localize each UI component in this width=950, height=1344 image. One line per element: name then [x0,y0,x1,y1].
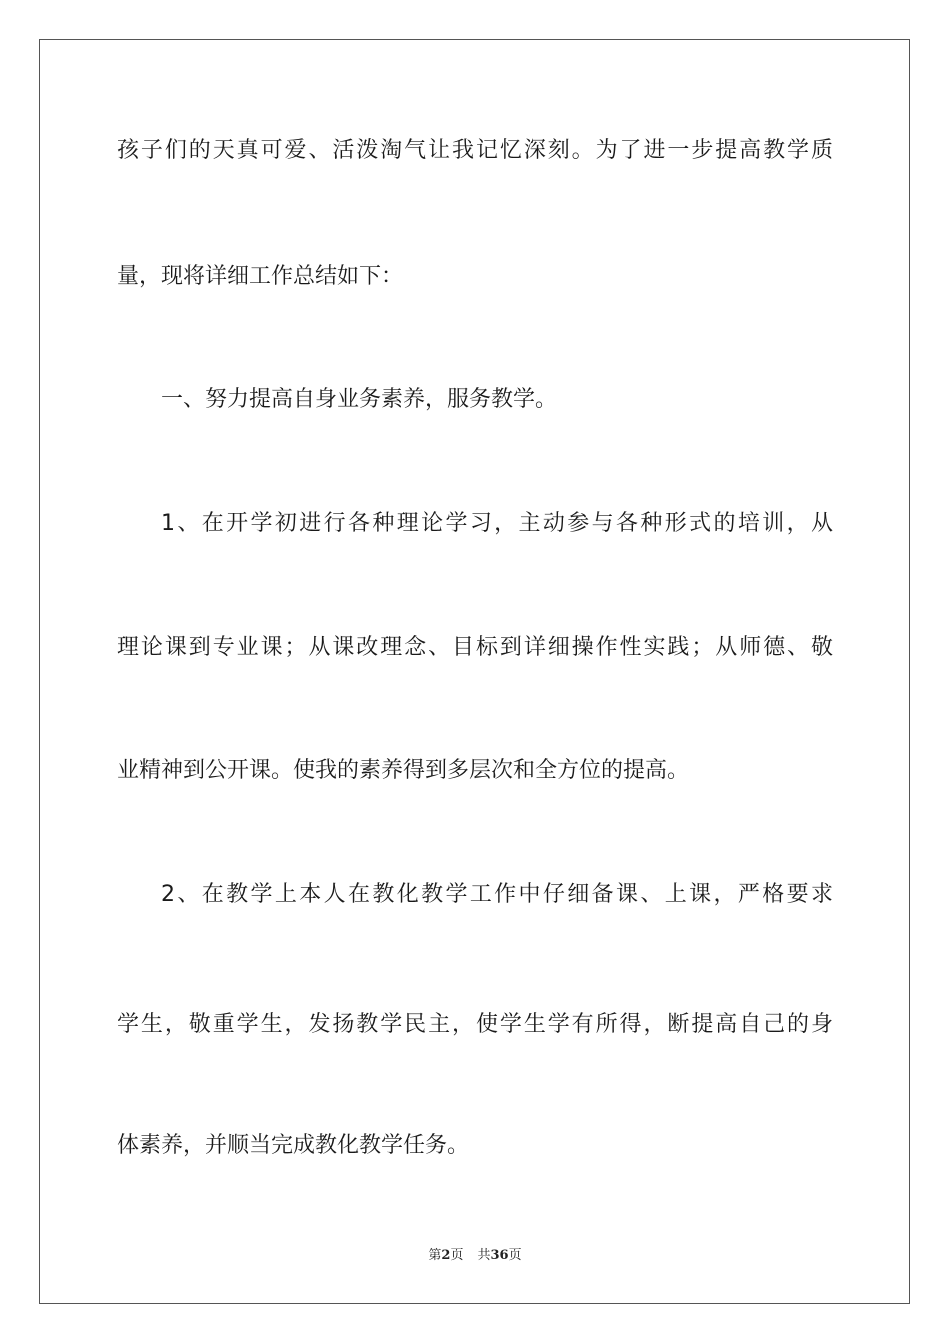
body-text-line-5: 理论课到专业课；从课改理念、目标到详细操作性实践；从师德、敬 [117,635,833,660]
page-footer [0,1247,950,1265]
body-text-line-9: 体素养，并顺当完成教化教学任务。 [117,1133,470,1158]
footer-page-prefix: 第 [428,1248,442,1263]
footer-page-number: 2 [441,1248,451,1263]
body-text-line-7: 2、在教学上本人在教化教学工作中仔细备课、上课，严格要求 [161,882,833,907]
body-text-line-1: 孩子们的天真可爱、活泼淘气让我记忆深刻。为了进一步提高教学质 [117,138,833,163]
footer-total-pages: 36 [490,1248,509,1263]
page-border [39,39,910,1304]
footer-total-prefix: 共 [477,1248,491,1263]
body-text-line-4: 1、在开学初进行各种理论学习，主动参与各种形式的培训，从 [161,511,833,536]
body-text-line-2: 量，现将详细工作总结如下： [117,264,404,289]
section-heading-1: 一、努力提高自身业务素养，服务教学。 [161,387,558,412]
footer-total-suffix: 页 [508,1248,522,1263]
footer-page-suffix: 页 [450,1248,464,1263]
body-text-line-6: 业精神到公开课。使我的素养得到多层次和全方位的提高。 [117,758,690,783]
body-text-line-8: 学生，敬重学生，发扬教学民主，使学生学有所得，断提高自己的身 [117,1012,833,1037]
